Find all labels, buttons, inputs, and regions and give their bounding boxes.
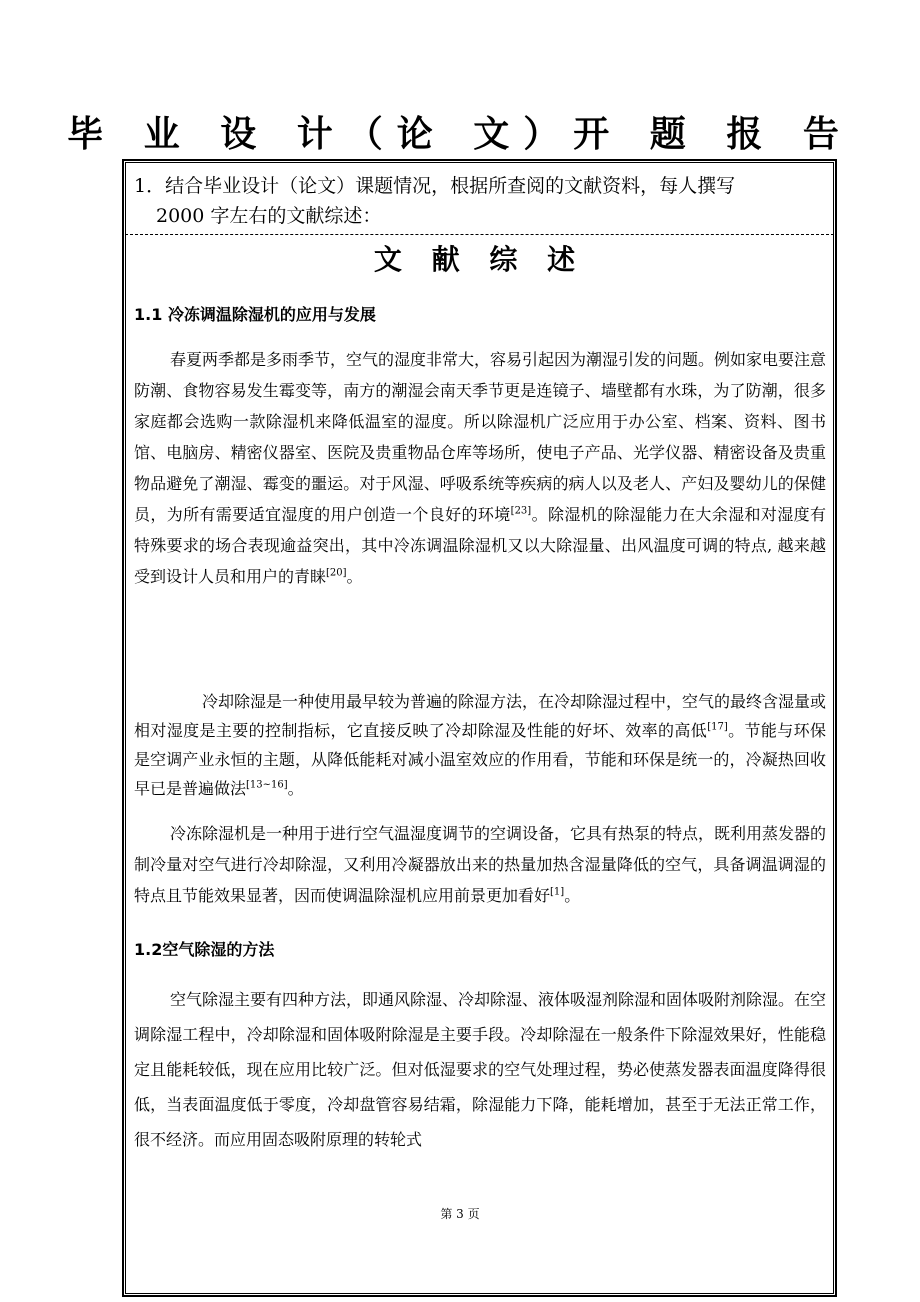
paragraph-1-1-b <box>134 687 826 803</box>
citation: [20] <box>326 567 347 579</box>
paragraph-text: 。 <box>287 779 304 798</box>
paragraph-text: 。 <box>346 567 363 586</box>
paragraph-1-1-a <box>134 344 826 592</box>
paragraph-1-2-a <box>134 982 826 1157</box>
citation: [17] <box>707 721 728 733</box>
citation: [23] <box>510 505 532 517</box>
subsection-heading-1-1: 1.1 冷冻调温除湿机的应用与发展 <box>134 305 376 324</box>
citation: [1] <box>550 886 565 898</box>
page-number: 第 3 页 <box>440 1207 480 1221</box>
citation: [13~16] <box>246 779 288 791</box>
section-heading: 文 献 综 述 <box>373 243 586 276</box>
paragraph-text: 冷却除湿是一种使用最早较为普遍的除湿方法，在冷却除湿过程中，空气的最终含湿量或相对湿度是主要的控制指标，它直接反映了冷却除湿及性能的好坏、效率的高低 <box>134 692 827 740</box>
prompt-line-1: 1．结合毕业设计（论文）课题情况，根据所查阅的文献资料，每人撰写 <box>134 175 736 197</box>
prompt-line-2: 2000 字左右的文献综述： <box>156 205 382 227</box>
paragraph-text: 春夏两季都是多雨季节，空气的湿度非常大，容易引起因为潮湿引发的问题。例如家电要注意防潮、食物容易发生霉变等，南方的潮湿会南天季节更是连镜子、墙壁都有水珠，为了防潮，很多家庭都会选购一款除湿机来降低温室的湿度。所以除湿机广泛应用于办公室、档案、资料、图书馆、电脑房、精密仪器室、医院及贵重物品仓库等场所，使电子产品、光学仪器、精密设备及贵重物品避免了潮湿、霉变的噩运。对于风湿、呼吸系统等疾病的病人以及老人、产妇及婴幼儿的保健员，为所有需要适宜湿度的用户创造一个良好的环境 <box>134 350 827 524</box>
paragraph-1-1-c <box>134 818 826 911</box>
prompt-text <box>134 171 824 231</box>
paragraph-text: 。除湿机的除湿能力在大余湿和对湿度有特殊要求的场合表现逾益突出，其中冷冻调温除湿机又以大除湿量、出风温度可调的特点, 越来越受到设计人员和用户的青睐 <box>134 505 826 586</box>
paragraph-text: 空气除湿主要有四种方法，即通风除湿、冷却除湿、液体吸湿剂除湿和固体吸附剂除湿。在空调除湿工程中，冷却除湿和固体吸附除湿是主要手段。冷却除湿在一般条件下除湿效果好，性能稳定且能耗较低，现在应用比较广泛。但对低湿要求的空气处理过程，势必使蒸发器表面温度降得很低，当表面温度低于零度，冷却盘管容易结霜，除湿能力下降，能耗增加，甚至于无法正常工作，很不经济。而应用固态吸附原理的转轮式 <box>134 990 827 1149</box>
subsection-heading-1-2: 1.2空气除湿的方法 <box>134 940 275 959</box>
paragraph-text: 。节能与环保是空调产业永恒的主题，从降低能耗对减小温室效应的作用看，节能和环保是统一的，冷凝热回收早已是普遍做法 <box>134 721 826 798</box>
dashed-divider <box>125 234 834 235</box>
page-title: 毕 业 设 计（论 文）开 题 报 告 <box>67 114 853 155</box>
paragraph-text: 。 <box>564 886 581 905</box>
paragraph-text: 冷冻除湿机是一种用于进行空气温湿度调节的空调设备，它具有热泵的特点，既利用蒸发器的制冷量对空气进行冷却除湿，又利用冷凝器放出来的热量加热含湿量降低的空气，具备调温调湿的特点且节能效果显著，因而使调温除湿机应用前景更加看好 <box>134 824 827 905</box>
